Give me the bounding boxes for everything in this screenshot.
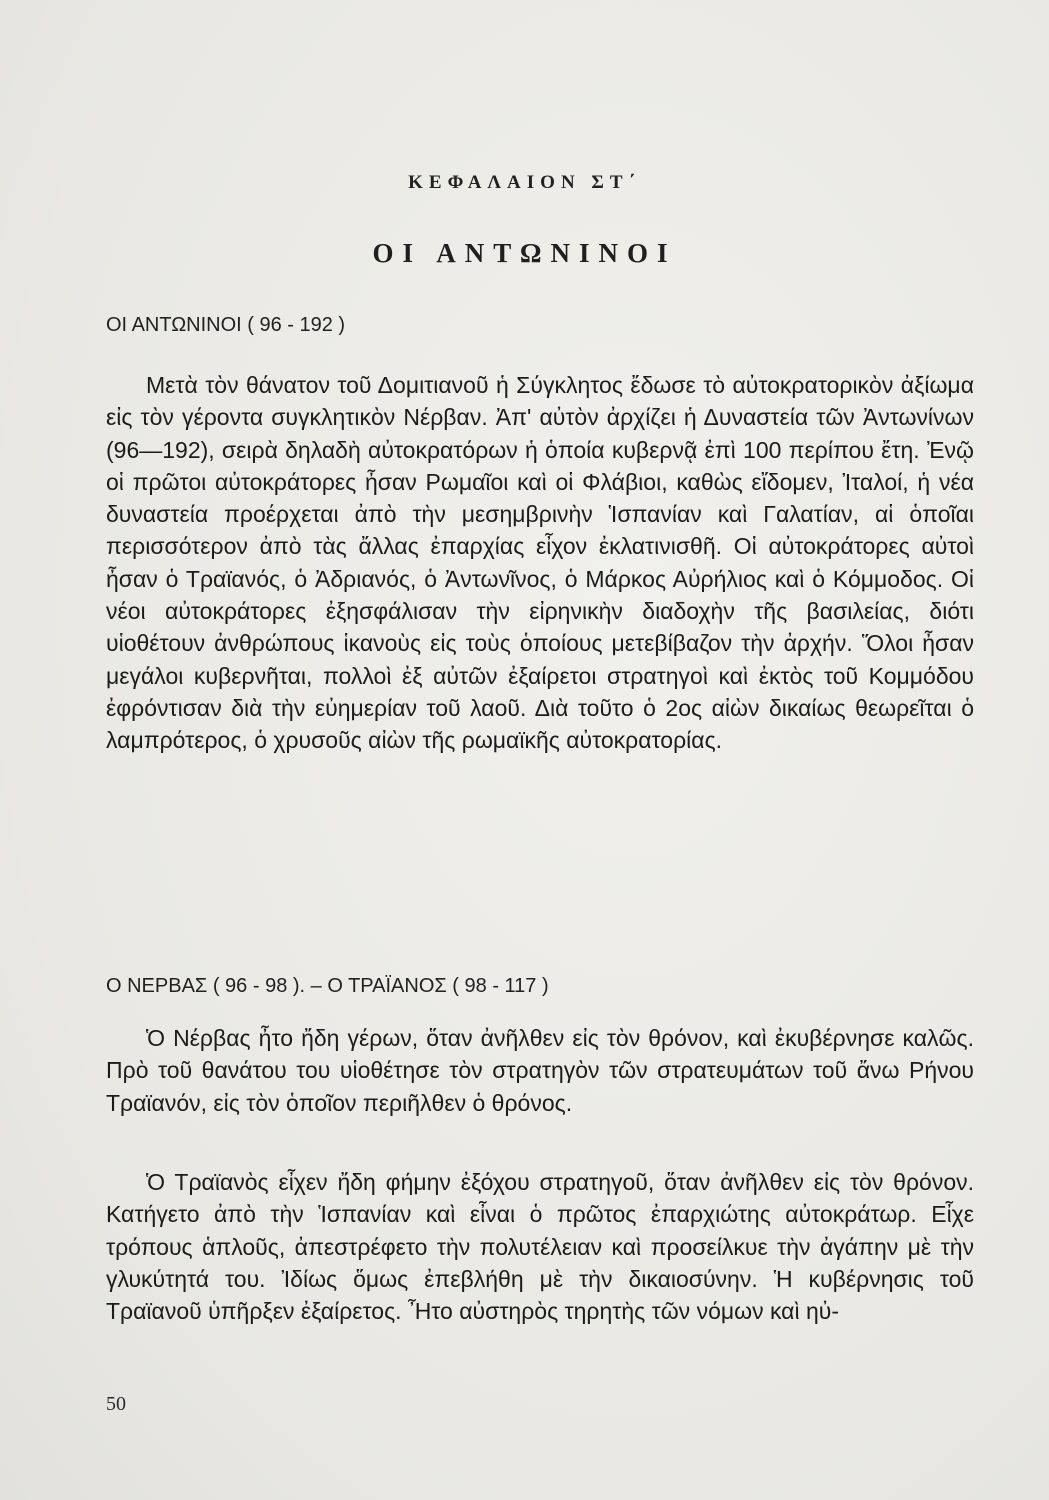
chapter-label: ΚΕΦΑΛΑΙΟΝ ΣΤ΄ — [408, 172, 641, 193]
chapter-title: ΟΙ ΑΝΤΩΝΙΝΟΙ — [372, 238, 677, 268]
section-heading: ΟΙ ΑΝΤΩΝΙΝΟΙ ( 96 - 192 ) — [106, 314, 346, 336]
paragraph-text: Μετὰ τὸν θάνατον τοῦ Δομιτιανοῦ ἡ Σύγκλητος ἔδωσε τὸ αὐτοκρατορικὸν ἀξίωμα εἰς τὸν γέροντα συγκλητικὸν Νέρβαν. Ἀπ' αὐτὸν ἀρχίζει ἡ Δυναστεία τῶν Ἀντωνίνων (96—192), σειρὰ δηλαδὴ αὐτοκρατόρων ἡ ὁποία κυβερνᾷ ἐπὶ 100 περίπου ἔτη. Ἐνῷ οἱ πρῶτοι αὐτοκράτορες ἦσαν Ρωμαῖοι καὶ οἱ Φλάβιοι, καθὼς εἴδομεν, Ἰταλοί, ἡ νέα δυναστεία προέρχεται ἀπὸ τὴν μεσημβρινὴν Ἱσπανίαν καὶ Γαλατίαν, αἱ ὁποῖαι περισσότερον ἀπὸ τὰς ἄλλας ἐπαρχίας εἶχον ἐκλατινισθῆ. Οἱ αὐτοκράτορες αὐτοὶ ἦσαν ὁ Τραϊανός, ὁ Ἀδριανός, ὁ Ἀντωνῖνος, ὁ Μάρκος Αὐρήλιος καὶ ὁ Κόμμοδος. Οἱ νέοι αὐτοκράτορες ἐξησφάλισαν τὴν εἰρηνικὴν διαδοχὴν τῆς βασιλείας, διότι υἱοθέτουν ἀνθρώπους ἱκανοὺς εἰς τοὺς ὁποίους μετεβίβαζον τὴν ἀρχήν. Ὅλοι ἦσαν μεγάλοι κυβερνῆται, πολλοὶ ἐξ αὐτῶν ἐξαίρετοι στρατηγοὶ καὶ ἐκτὸς τοῦ Κομμόδου ἐφρόντισαν διὰ τὴν εὐημερίαν τοῦ λαοῦ. Διὰ τοῦτο ὁ 2ος αἰὼν δικαίως θεωρεῖται ὁ λαμπρότερος, ὁ χρυσοῦς αἰὼν τῆς ρωμαϊκῆς αὐτοκρατορίας. — [106, 372, 974, 754]
paragraph-text: Ὁ Νέρβας ἦτο ἤδη γέρων, ὅταν ἀνῆλθεν εἰς τὸν θρόνον, καὶ ἐκυβέρνησε καλῶς. Πρὸ τοῦ θανάτου του υἱοθέτησε τὸν στρατηγὸν τῶν στρατευμάτων τοῦ ἄνω Ρήνου Τραϊανόν, εἰς τὸν ὁποῖον περιῆλθεν ὁ θρόνος. — [106, 1025, 974, 1116]
show-through-bleed — [100, 100, 980, 240]
section-heading: Ο ΝΕΡΒΑΣ ( 96 - 98 ). – Ο ΤΡΑΪΑΝΟΣ ( 98 - 117 ) — [106, 975, 549, 997]
paragraph — [106, 1022, 974, 1119]
page-number: 50 — [106, 1393, 126, 1415]
paragraph — [106, 369, 974, 757]
paragraph-text: Ὁ Τραϊανὸς εἶχεν ἤδη φήμην ἐξόχου στρατηγοῦ, ὅταν ἀνῆλθεν εἰς τὸν θρόνον. Κατήγετο ἀπὸ τὴν Ἱσπανίαν καὶ εἶναι ὁ πρῶτος ἐπαρχιώτης αὐτοκράτωρ. Εἶχε τρόπους ἁπλοῦς, ἀπεστρέφετο τὴν πολυτέλειαν καὶ προσείλκυε τὴν ἀγάπην μὲ τὴν γλυκύτητά του. Ἰδίως ὅμως ἐπεβλήθη μὲ τὴν δικαιοσύνην. Ἡ κυβέρνησις τοῦ Τραϊανοῦ ὑπῆρξεν ἐξαίρετος. Ἦτο αὐστηρὸς τηρητὴς τῶν νόμων καὶ ηὐ- — [106, 1169, 974, 1325]
paragraph — [106, 1166, 974, 1327]
